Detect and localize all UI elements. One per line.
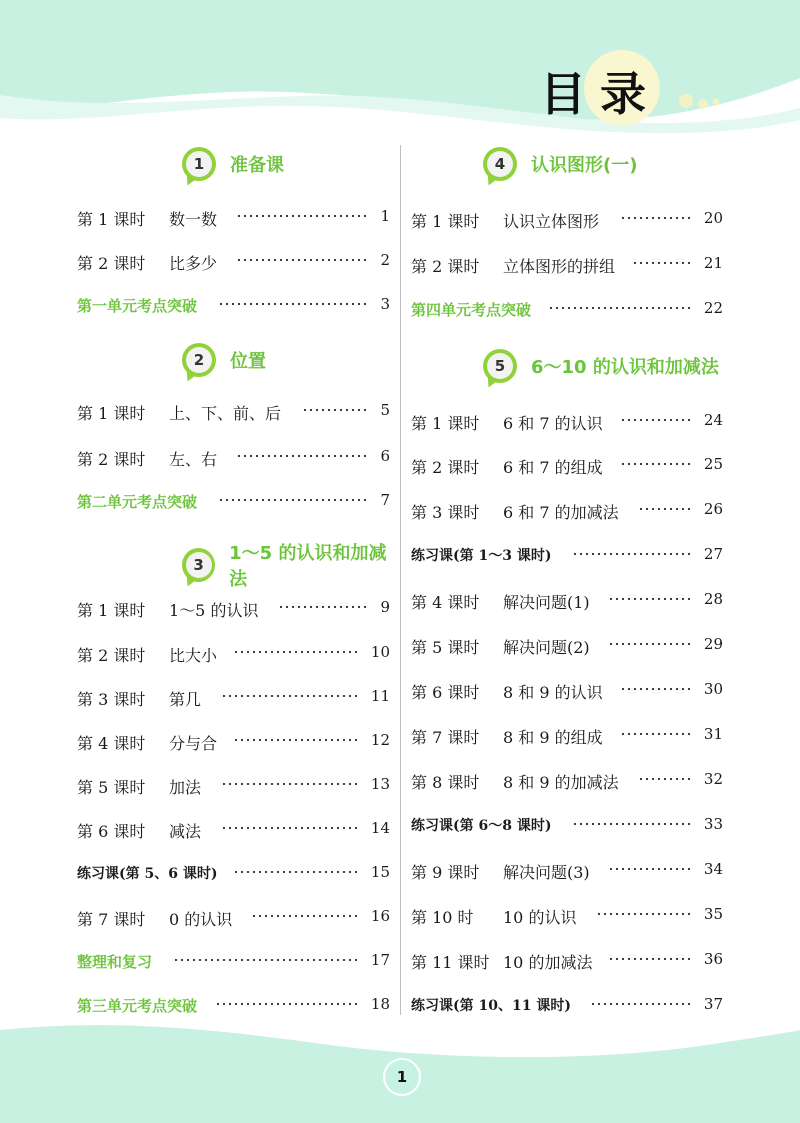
toc-entry[interactable]	[411, 254, 723, 276]
toc-entry[interactable]	[411, 500, 723, 522]
page-ref: 34	[703, 860, 723, 878]
toc-entry[interactable]	[77, 295, 390, 317]
lesson-topic: 比多少	[169, 254, 218, 273]
toc-entry[interactable]	[411, 299, 723, 321]
toc-entry[interactable]	[77, 907, 390, 929]
toc-entry[interactable]	[77, 491, 390, 513]
unit-badge-icon	[182, 548, 215, 582]
page-ref: 15	[370, 863, 390, 881]
toc-entry[interactable]	[77, 863, 390, 885]
page-ref: 37	[703, 995, 723, 1013]
dot-leader	[215, 1001, 359, 1007]
toc-entry[interactable]	[77, 251, 390, 273]
lesson-label: 第 9 课时	[411, 863, 480, 882]
lesson-label: 第三单元考点突破	[77, 997, 198, 1015]
toc-entry[interactable]	[77, 598, 390, 620]
lesson-label: 第 10 时	[411, 908, 474, 927]
unit-heading	[182, 147, 284, 181]
lesson-label: 第 1 课时	[77, 601, 146, 620]
lesson-label: 第二单元考点突破	[77, 493, 198, 511]
page-ref: 24	[703, 411, 723, 429]
toc-entry[interactable]	[411, 411, 723, 433]
page-ref: 32	[703, 770, 723, 788]
dot-leader	[221, 693, 359, 699]
unit-heading	[483, 349, 719, 383]
dot-leader	[620, 686, 692, 692]
page-ref: 7	[380, 491, 390, 509]
lesson-topic: 10 的加减法	[503, 953, 593, 972]
dot-leader	[608, 641, 692, 647]
toc-entry[interactable]	[411, 770, 723, 792]
dot-leader	[620, 731, 692, 737]
page-number: 1	[383, 1058, 421, 1096]
toc-entry[interactable]	[77, 207, 390, 229]
page-ref: 14	[370, 819, 390, 837]
page-ref: 25	[703, 455, 723, 473]
lesson-topic: 比大小	[169, 646, 218, 665]
lesson-label: 第 2 课时	[77, 450, 146, 469]
lesson-topic: 上、下、前、后	[169, 404, 282, 423]
toc-entry[interactable]	[77, 775, 390, 797]
dot-leader	[620, 215, 692, 221]
page-ref: 21	[703, 254, 723, 272]
page-ref: 13	[370, 775, 390, 793]
toc-entry[interactable]	[411, 590, 723, 612]
unit-title: 准备课	[230, 155, 284, 176]
toc-entry[interactable]	[77, 643, 390, 665]
page-ref: 20	[703, 209, 723, 227]
page-ref: 17	[370, 951, 390, 969]
toc-entry[interactable]	[411, 680, 723, 702]
lesson-topic: 立体图形的拼组	[503, 257, 616, 276]
lesson-label: 第 3 课时	[77, 690, 146, 709]
dot-leader	[548, 305, 692, 311]
dot-leader	[236, 453, 368, 459]
lesson-topic: 左、右	[169, 450, 218, 469]
page-ref: 10	[370, 643, 390, 661]
lesson-label: 第 2 课时	[77, 254, 146, 273]
lesson-label: 练习课(第 5、6 课时)	[77, 866, 218, 882]
dot-leader	[236, 213, 368, 219]
page-ref: 6	[380, 447, 390, 465]
toc-entry[interactable]	[411, 545, 723, 567]
dot-leader	[233, 649, 359, 655]
lesson-topic: 解决问题(1)	[503, 593, 590, 612]
dot-leader	[278, 604, 368, 610]
dot-leader	[233, 737, 359, 743]
page-ref: 12	[370, 731, 390, 749]
lesson-topic: 认识立体图形	[503, 212, 600, 231]
lesson-label: 第 1 课时	[411, 212, 480, 231]
lesson-label: 第 1 课时	[77, 404, 146, 423]
lesson-label: 第 5 课时	[77, 778, 146, 797]
unit-badge-icon	[483, 147, 517, 181]
lesson-label: 第 2 课时	[77, 646, 146, 665]
dot-leader	[236, 257, 368, 263]
page-ref: 33	[703, 815, 723, 833]
lesson-topic: 解决问题(2)	[503, 638, 590, 657]
lesson-topic: 6 和 7 的认识	[503, 414, 603, 433]
dot-leader	[218, 497, 368, 503]
lesson-topic: 6 和 7 的加减法	[503, 503, 619, 522]
toc-entry[interactable]	[411, 635, 723, 657]
lesson-topic: 数一数	[169, 210, 218, 229]
dot-leader	[233, 869, 359, 875]
lesson-topic: 1～5 的认识	[169, 601, 259, 620]
toc-entry[interactable]	[77, 401, 390, 423]
lesson-label: 第 11 课时	[411, 953, 490, 972]
page-ref: 35	[703, 905, 723, 923]
lesson-label: 第 3 课时	[411, 503, 480, 522]
dot-leader	[608, 866, 692, 872]
toc-entry[interactable]	[77, 819, 390, 841]
toc-entry[interactable]	[411, 860, 723, 882]
page-ref: 31	[703, 725, 723, 743]
lesson-topic: 8 和 9 的认识	[503, 683, 603, 702]
page-ref: 26	[703, 500, 723, 518]
lesson-topic: 0 的认识	[169, 910, 233, 929]
unit-title: 位置	[230, 351, 266, 372]
lesson-label: 第 4 课时	[411, 593, 480, 612]
toc-entry[interactable]	[411, 995, 723, 1017]
unit-heading	[182, 539, 400, 591]
unit-badge-icon	[483, 349, 517, 383]
page-ref: 1	[380, 207, 390, 225]
toc-right-column	[400, 0, 800, 1123]
unit-title: 1～5 的认识和加减法	[229, 543, 387, 590]
lesson-label: 第 1 课时	[411, 414, 480, 433]
dot-leader	[218, 301, 368, 307]
unit-title: 认识图形(一)	[531, 155, 638, 176]
page-ref: 36	[703, 950, 723, 968]
lesson-label: 第 2 课时	[411, 257, 480, 276]
dot-leader	[221, 825, 359, 831]
lesson-label: 第 4 课时	[77, 734, 146, 753]
page-ref: 3	[380, 295, 390, 313]
toc-entry[interactable]	[77, 995, 390, 1017]
dot-leader	[251, 913, 359, 919]
toc-entry[interactable]	[77, 951, 390, 973]
lesson-label: 第四单元考点突破	[411, 301, 532, 319]
lesson-topic: 加法	[169, 778, 202, 797]
page-ref: 22	[703, 299, 723, 317]
page-ref: 30	[703, 680, 723, 698]
dot-leader	[221, 781, 359, 787]
unit-number: 2	[186, 347, 212, 373]
toc-entry[interactable]	[411, 905, 723, 927]
lesson-topic: 8 和 9 的加减法	[503, 773, 619, 792]
page-ref: 11	[370, 687, 390, 705]
lesson-topic: 8 和 9 的组成	[503, 728, 603, 747]
toc-entry[interactable]	[411, 455, 723, 477]
unit-heading	[182, 343, 266, 377]
dot-leader	[638, 776, 692, 782]
page-ref: 29	[703, 635, 723, 653]
toc-entry[interactable]	[77, 447, 390, 469]
toc-entry[interactable]	[411, 950, 723, 972]
lesson-topic: 第几	[169, 690, 202, 709]
lesson-label: 练习课(第 10、11 课时)	[411, 998, 571, 1014]
lesson-label: 练习课(第 6～8 课时)	[411, 818, 552, 834]
dot-leader	[590, 1001, 692, 1007]
page-ref: 5	[380, 401, 390, 419]
lesson-topic: 分与合	[169, 734, 218, 753]
unit-number: 4	[487, 151, 513, 177]
lesson-label: 第 6 课时	[77, 822, 146, 841]
lesson-topic: 6 和 7 的组成	[503, 458, 603, 477]
page-ref: 9	[380, 598, 390, 616]
dot-leader	[638, 506, 692, 512]
toc-entry[interactable]	[77, 731, 390, 753]
unit-title: 6～10 的认识和加减法	[531, 357, 719, 378]
dot-leader	[173, 957, 359, 963]
lesson-label: 整理和复习	[77, 953, 153, 971]
lesson-topic: 减法	[169, 822, 202, 841]
dot-leader	[620, 417, 692, 423]
toc-entry[interactable]	[411, 725, 723, 747]
lesson-topic: 10 的认识	[503, 908, 577, 927]
lesson-label: 第 1 课时	[77, 210, 146, 229]
dot-leader	[596, 911, 692, 917]
page-ref: 27	[703, 545, 723, 563]
unit-number: 1	[186, 151, 212, 177]
unit-badge-icon	[182, 343, 216, 377]
dot-leader	[302, 407, 368, 413]
unit-heading	[483, 147, 637, 181]
lesson-label: 第 2 课时	[411, 458, 480, 477]
lesson-label: 第 5 课时	[411, 638, 480, 657]
unit-number: 3	[186, 552, 212, 578]
page-ref: 2	[380, 251, 390, 269]
toc-entry[interactable]	[77, 687, 390, 709]
lesson-label: 第 6 课时	[411, 683, 480, 702]
dot-leader	[620, 461, 692, 467]
page-ref: 16	[370, 907, 390, 925]
dot-leader	[572, 821, 692, 827]
dot-leader	[572, 551, 692, 557]
lesson-label: 第一单元考点突破	[77, 297, 198, 315]
lesson-label: 第 7 课时	[411, 728, 480, 747]
page-title: 目录	[540, 67, 660, 121]
unit-number: 5	[487, 353, 513, 379]
toc-entry[interactable]	[411, 815, 723, 837]
lesson-label: 练习课(第 1～3 课时)	[411, 548, 552, 564]
toc-entry[interactable]	[411, 209, 723, 231]
lesson-topic: 解决问题(3)	[503, 863, 590, 882]
page-ref: 28	[703, 590, 723, 608]
lesson-label: 第 8 课时	[411, 773, 480, 792]
page-ref: 18	[370, 995, 390, 1013]
unit-badge-icon	[182, 147, 216, 181]
dot-leader	[632, 260, 692, 266]
dot-leader	[608, 596, 692, 602]
lesson-label: 第 7 课时	[77, 910, 146, 929]
dot-leader	[608, 956, 692, 962]
